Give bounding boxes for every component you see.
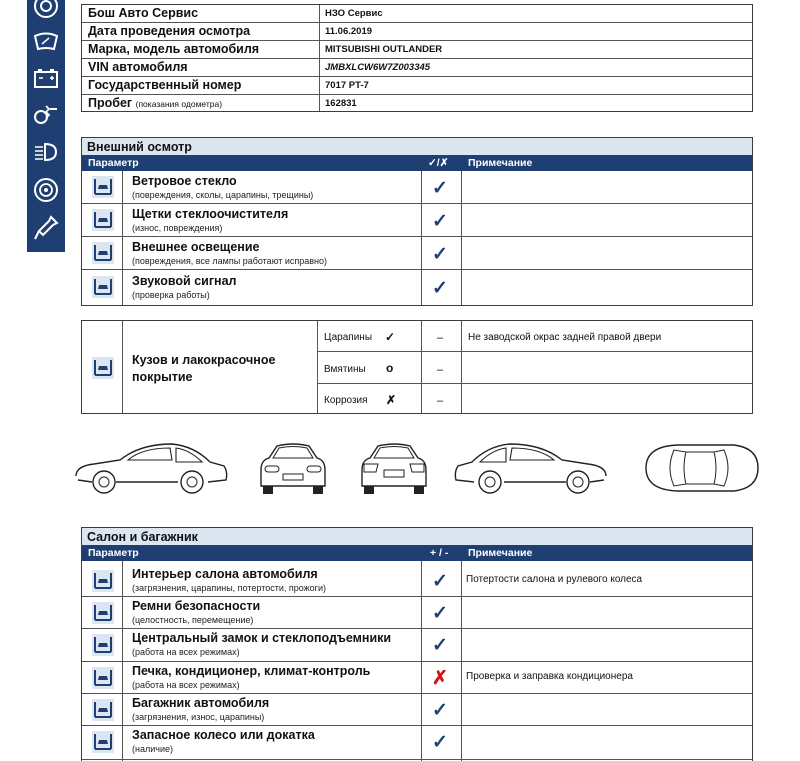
model-label: Марка, модель автомобиля bbox=[88, 42, 260, 56]
lift-icon bbox=[90, 240, 116, 266]
check-mark: ✓ bbox=[432, 178, 448, 199]
lift-icon bbox=[90, 274, 116, 300]
lift-icon bbox=[90, 632, 116, 658]
lift-icon bbox=[90, 568, 116, 594]
param-subtitle: (загрязнения, царапины, потертости, прожоги) bbox=[132, 583, 326, 593]
check-mark: ✓ bbox=[432, 700, 448, 721]
interior-row[interactable] bbox=[82, 694, 752, 726]
param-title: Звуковой сигнал bbox=[132, 274, 237, 288]
param-subtitle: (наличие) bbox=[132, 744, 173, 754]
exterior-row[interactable] bbox=[82, 237, 752, 270]
interior-section-title: Салон и багажник bbox=[82, 528, 752, 546]
fail-mark: ✗ bbox=[432, 668, 448, 689]
param-subtitle: (загрязнения, износ, царапины) bbox=[132, 712, 265, 722]
date-label: Дата проведения осмотра bbox=[88, 24, 251, 38]
body-title-line1: Кузов и лакокрасочное bbox=[132, 353, 276, 367]
param-title: Внешнее освещение bbox=[132, 240, 260, 254]
info-row-service bbox=[82, 5, 752, 23]
info-row-mileage bbox=[82, 95, 752, 113]
mileage-value: 162831 bbox=[325, 98, 357, 109]
info-row-plate bbox=[82, 77, 752, 95]
col-note-header: Примечание bbox=[468, 547, 533, 559]
param-title: Щетки стеклоочистителя bbox=[132, 207, 289, 221]
suspension-icon[interactable] bbox=[32, 100, 60, 128]
check-mark: ✓ bbox=[432, 732, 448, 753]
car-side-right-view[interactable] bbox=[452, 436, 610, 498]
col-param-header: Параметр bbox=[88, 547, 139, 559]
lift-icon bbox=[90, 600, 116, 626]
body-row-scratches[interactable] bbox=[317, 321, 752, 352]
body-row-dents[interactable] bbox=[317, 352, 752, 384]
interior-row[interactable] bbox=[82, 565, 752, 597]
model-value: MITSUBISHI OUTLANDER bbox=[325, 44, 443, 55]
wheel-icon[interactable] bbox=[32, 0, 60, 20]
plate-value: 7017 PT-7 bbox=[325, 80, 369, 91]
mileage-label: Пробег (показания одометра) bbox=[88, 96, 223, 110]
windshield-icon[interactable] bbox=[32, 28, 60, 56]
interior-row[interactable] bbox=[82, 726, 752, 760]
param-title: Печка, кондиционер, климат-контроль bbox=[132, 664, 371, 678]
corrosion-symbol: ✗ bbox=[386, 393, 397, 407]
lift-icon bbox=[90, 355, 116, 381]
check-mark: ✓ bbox=[432, 603, 448, 624]
check-mark: ✓ bbox=[432, 635, 448, 656]
param-note: Потертости салона и рулевого колеса bbox=[466, 574, 643, 585]
check-mark: ✓ bbox=[432, 244, 448, 265]
param-subtitle: (повреждения, все лампы работают исправно) bbox=[132, 256, 328, 266]
service-label: Бош Авто Сервис bbox=[88, 6, 199, 20]
info-row-vin bbox=[82, 59, 752, 77]
interior-trunk-table bbox=[81, 527, 753, 761]
exterior-inspection-table bbox=[81, 137, 753, 306]
param-subtitle: (работа на всех режимах) bbox=[132, 647, 240, 657]
dents-value: – bbox=[437, 364, 444, 376]
col-mark-header: ✓/✗ bbox=[428, 157, 449, 169]
headlight-icon[interactable] bbox=[32, 138, 60, 166]
param-note: Проверка и заправка кондиционера bbox=[466, 671, 633, 682]
param-subtitle: (целостность, перемещение) bbox=[132, 615, 254, 625]
interior-column-header bbox=[82, 546, 752, 561]
param-subtitle: (работа на всех режимах) bbox=[132, 680, 240, 690]
exterior-row[interactable] bbox=[82, 270, 752, 306]
scratches-note: Не заводской окрас задней правой двери bbox=[468, 332, 662, 343]
param-title: Ремни безопасности bbox=[132, 599, 261, 613]
car-front-view[interactable] bbox=[255, 440, 331, 498]
lift-icon bbox=[90, 729, 116, 755]
param-title: Багажник автомобиля bbox=[132, 696, 270, 710]
interior-row[interactable] bbox=[82, 662, 752, 694]
scratches-label: Царапины bbox=[324, 332, 373, 343]
interior-row[interactable] bbox=[82, 629, 752, 662]
car-top-view[interactable] bbox=[638, 440, 762, 496]
lift-icon bbox=[90, 207, 116, 233]
scratches-value: – bbox=[437, 332, 444, 344]
body-title-line2: покрытие bbox=[132, 370, 193, 384]
check-mark: ✓ bbox=[432, 278, 448, 299]
col-param-header: Параметр bbox=[88, 157, 139, 169]
battery-icon[interactable] bbox=[32, 64, 60, 92]
brake-disc-icon[interactable] bbox=[32, 176, 60, 204]
corrosion-label: Коррозия bbox=[324, 395, 368, 406]
info-row-model bbox=[82, 41, 752, 59]
body-row-corrosion[interactable] bbox=[317, 384, 752, 414]
param-subtitle: (проверка работы) bbox=[132, 290, 210, 300]
car-rear-view[interactable] bbox=[356, 440, 432, 498]
param-title: Запасное колесо или докатка bbox=[132, 728, 315, 742]
spark-plug-icon[interactable] bbox=[32, 214, 60, 242]
vin-label: VIN автомобиля bbox=[88, 60, 188, 74]
vehicle-info-table bbox=[81, 4, 753, 112]
dents-symbol: о bbox=[386, 361, 394, 375]
info-row-date bbox=[82, 23, 752, 41]
param-title: Интерьер салона автомобиля bbox=[132, 567, 318, 581]
col-note-header: Примечание bbox=[468, 157, 533, 169]
exterior-section-title: Внешний осмотр bbox=[82, 138, 752, 156]
lift-icon bbox=[90, 697, 116, 723]
param-subtitle: (износ, повреждения) bbox=[132, 223, 223, 233]
mileage-note: (показания одометра) bbox=[135, 99, 223, 109]
lift-icon bbox=[90, 665, 116, 691]
body-paint-table bbox=[81, 320, 753, 414]
exterior-column-header bbox=[82, 156, 752, 171]
check-mark: ✓ bbox=[432, 211, 448, 232]
col-mark-header: + / - bbox=[430, 547, 449, 559]
category-icon-strip bbox=[27, 0, 65, 252]
lift-icon bbox=[90, 174, 116, 200]
param-subtitle: (повреждения, сколы, царапины, трещины) bbox=[132, 190, 314, 200]
param-title: Центральный замок и стеклоподъемники bbox=[132, 631, 392, 645]
dents-label: Вмятины bbox=[324, 364, 366, 375]
service-value: НЗО Сервис bbox=[325, 8, 383, 19]
divider bbox=[122, 321, 123, 413]
car-side-left-view[interactable] bbox=[72, 436, 230, 498]
scratches-symbol: ✓ bbox=[385, 330, 396, 344]
date-value: 11.06.2019 bbox=[325, 26, 373, 37]
vin-value: JMBXLCW6W7Z003345 bbox=[325, 62, 431, 73]
interior-row[interactable] bbox=[82, 597, 752, 629]
param-title: Ветровое стекло bbox=[132, 174, 237, 188]
plate-label: Государственный номер bbox=[88, 78, 242, 92]
exterior-row[interactable] bbox=[82, 204, 752, 237]
exterior-row[interactable] bbox=[82, 171, 752, 204]
corrosion-value: – bbox=[437, 395, 444, 407]
check-mark: ✓ bbox=[432, 571, 448, 592]
